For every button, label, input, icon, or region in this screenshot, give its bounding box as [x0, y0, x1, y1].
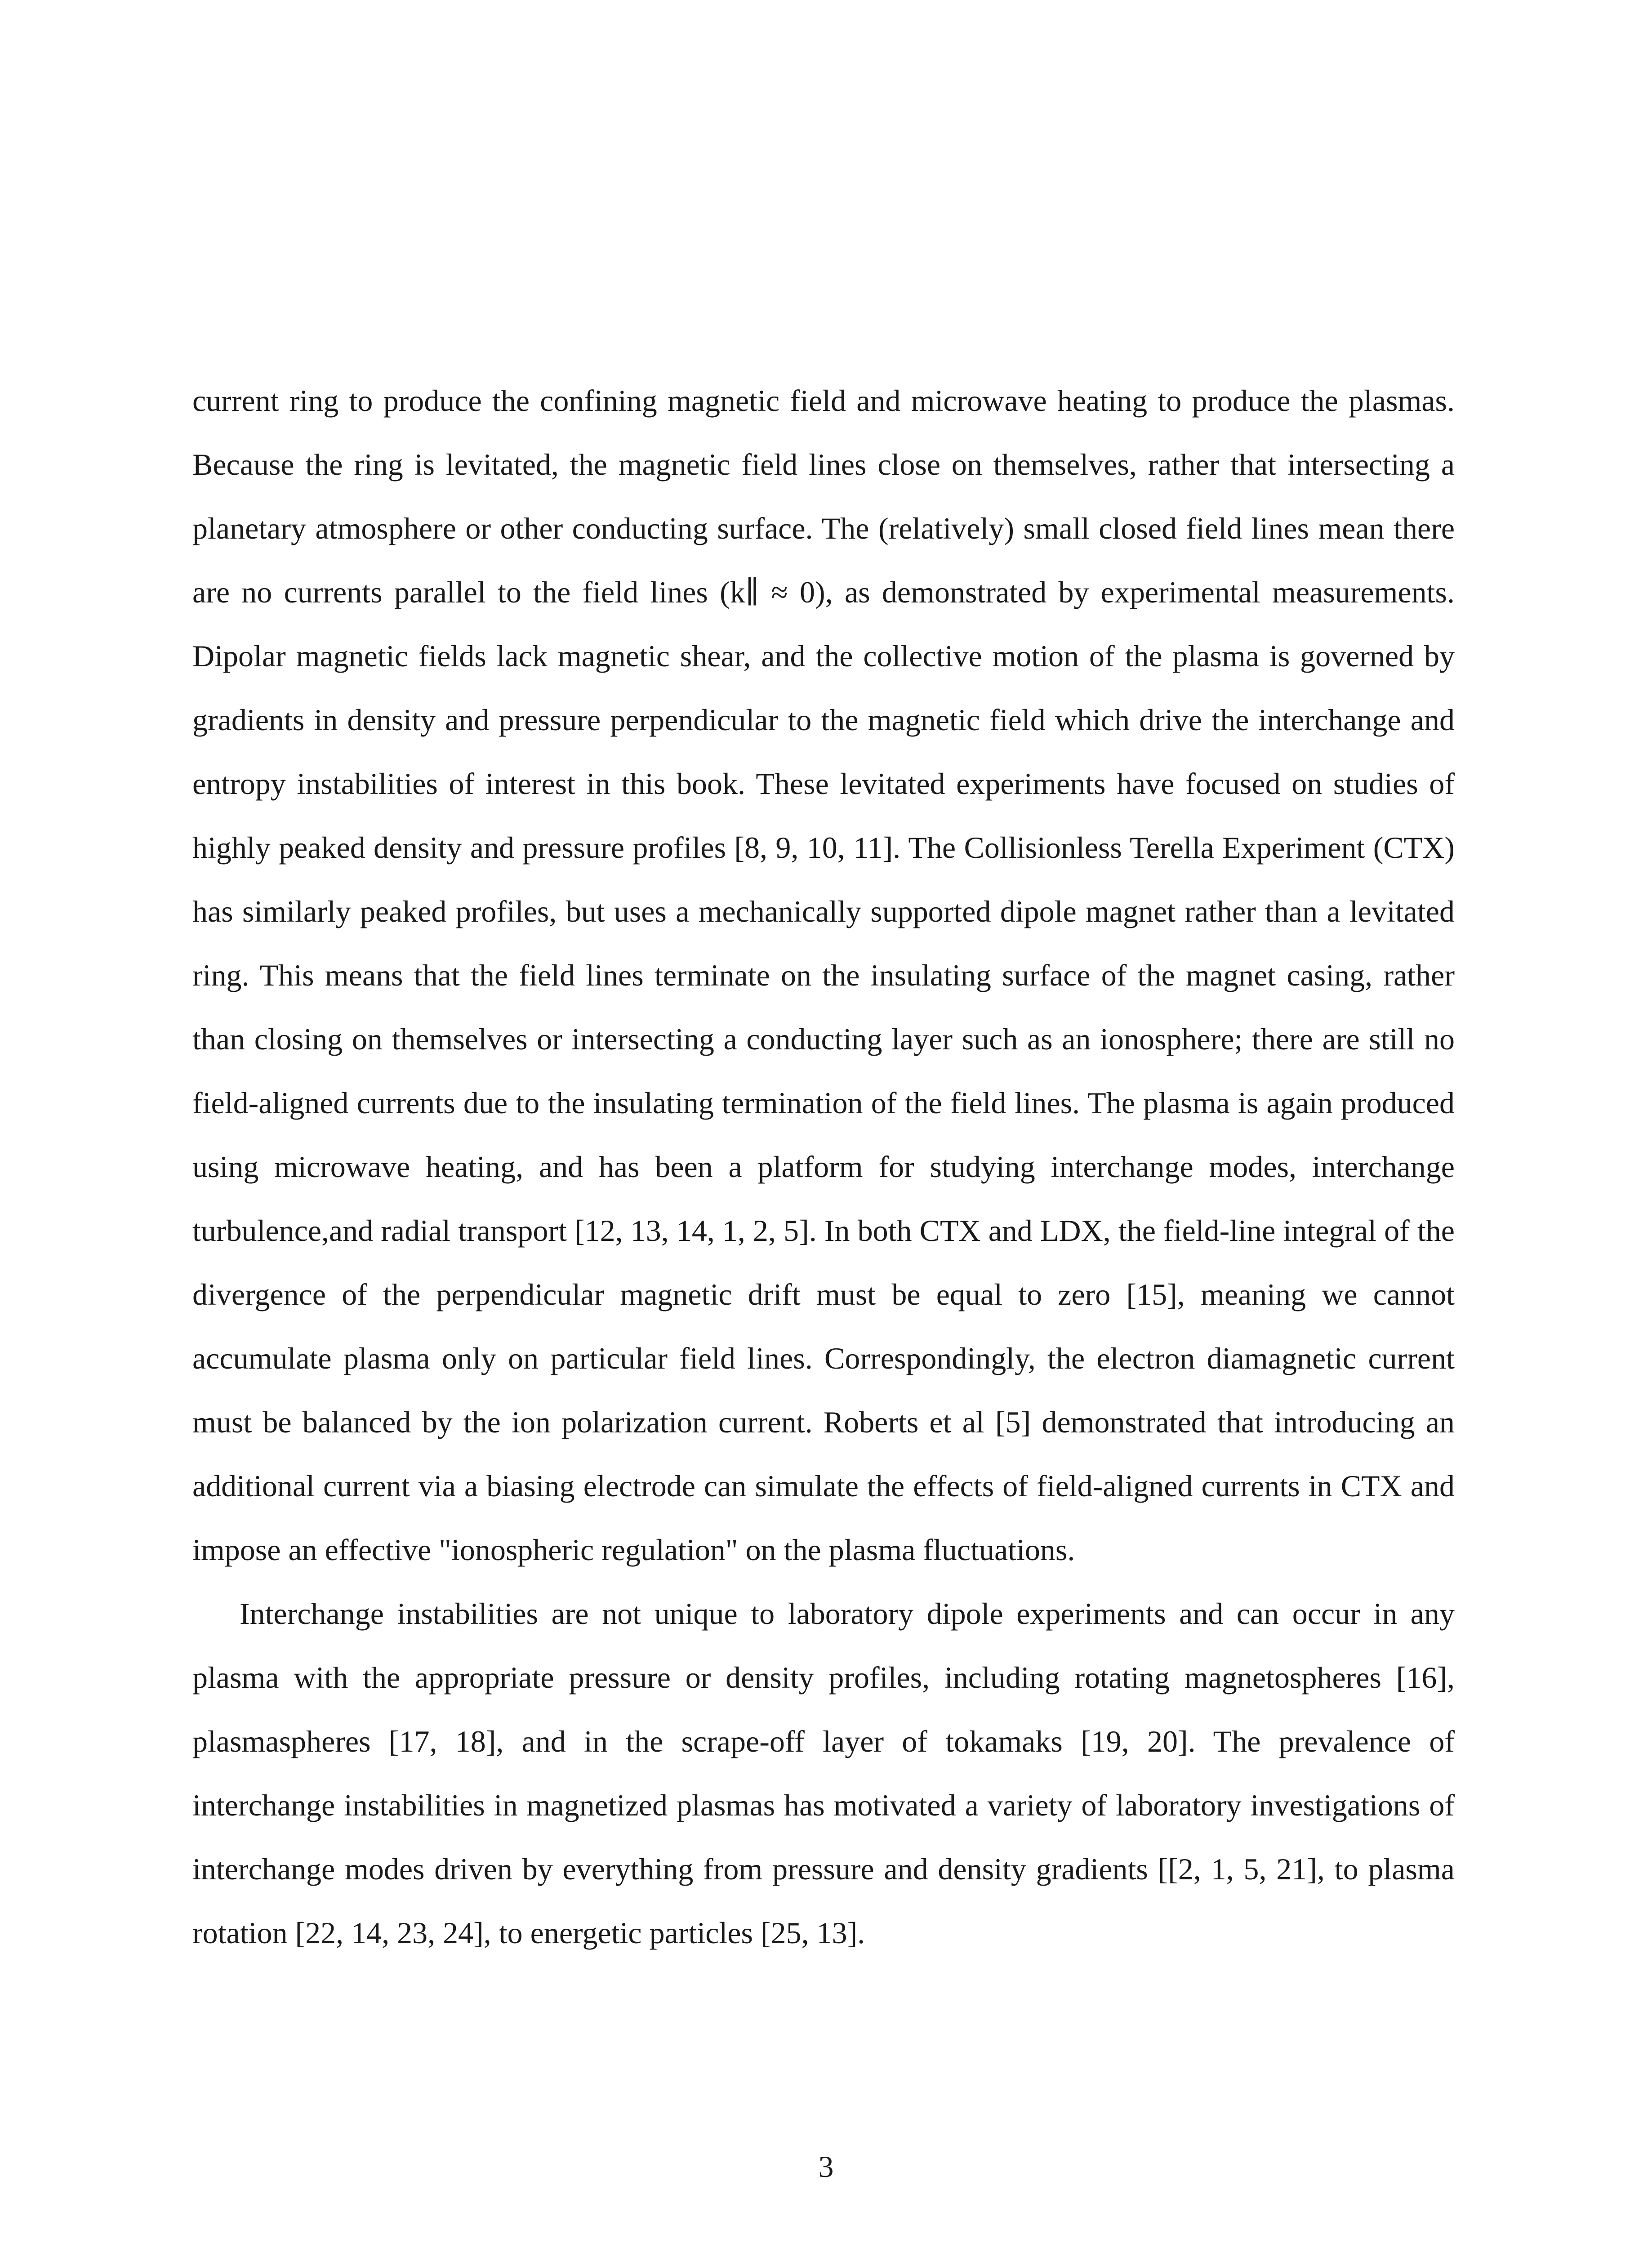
- page-number: 3: [818, 2150, 834, 2184]
- body-text: [192, 369, 1455, 1965]
- paragraph-2: Interchange instabilities are not unique to laboratory dipole experiments and can occur in any plasma with the appropriate pressure or density profiles, including rotating magnetospheres [16], plasmaspheres [17, 18], and in the scrape-off layer of tokamaks [19, 20]. The prevalence of interchange instabilities in magnetized plasmas has motivated a variety of laboratory investigations of interchange modes driven by everything from pressure and density gradients [[2, 1, 5, 21], to plasma rotation [22, 14, 23, 24], to energetic particles [25, 13].: [192, 1597, 1455, 1950]
- paragraph-1: current ring to produce the confining magnetic field and microwave heating to produce the plasmas. Because the ring is levitated, the magnetic field lines close on themselves, rather that intersecting a planetary atmosphere or other conducting surface. The (relatively) small closed field lines mean there are no currents parallel to the field lines (k∥ ≈ 0), as demonstrated by experimental measurements. Dipolar magnetic fields lack magnetic shear, and the collective motion of the plasma is governed by gradients in density and pressure perpendicular to the magnetic field which drive the interchange and entropy instabilities of interest in this book. These levitated experiments have focused on studies of highly peaked density and pressure profiles [8, 9, 10, 11]. The Collisionless Terella Experiment (CTX) has similarly peaked profiles, but uses a mechanically supported dipole magnet rather than a levitated ring. This means that the field lines terminate on the insulating surface of the magnet casing, rather than closing on themselves or intersecting a conducting layer such as an ionosphere; there are still no field-aligned currents due to the insulating termination of the field lines. The plasma is again produced using microwave heating, and has been a platform for studying interchange modes, interchange turbulence,and radial transport [12, 13, 14, 1, 2, 5]. In both CTX and LDX, the field-line integral of the divergence of the perpendicular magnetic drift must be equal to zero [15], meaning we cannot accumulate plasma only on particular field lines. Correspondingly, the electron diamagnetic current must be balanced by the ion polarization current. Roberts et al [5] demonstrated that introducing an additional current via a biasing electrode can simulate the effects of field-aligned currents in CTX and impose an effective "ionospheric regulation" on the plasma fluctuations.: [192, 384, 1455, 1567]
